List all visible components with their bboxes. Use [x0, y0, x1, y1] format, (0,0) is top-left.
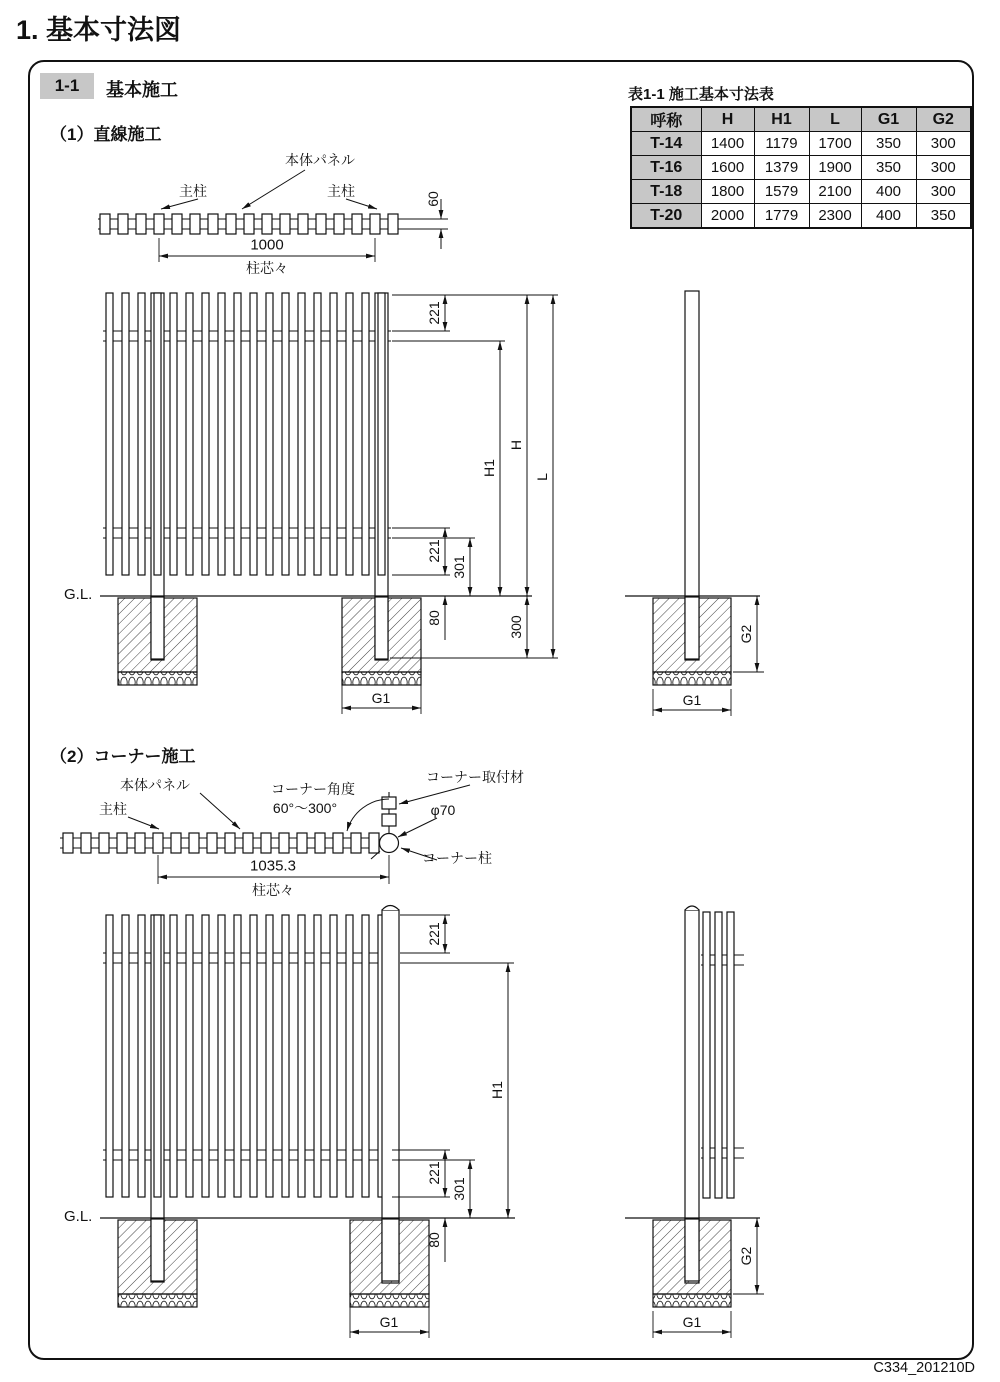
dim-221-top-1: 221 [426, 301, 442, 325]
label-corner-angle: コーナー角度 [271, 781, 355, 797]
section-title: 基本施工 [106, 80, 178, 100]
table-header-cell: L [809, 107, 861, 132]
label-panel-straight: 本体パネル [285, 152, 355, 168]
table-header-cell: G2 [916, 107, 971, 132]
label-post-left: 主柱 [179, 183, 207, 199]
dim-1000: 1000 [250, 236, 284, 254]
table-value-cell: 2000 [701, 204, 754, 229]
section-tag: 1-1 [40, 73, 94, 99]
table-value-cell: 350 [916, 204, 971, 229]
table-value-cell: 300 [916, 180, 971, 204]
table-value-cell: 1800 [701, 180, 754, 204]
table-value-cell: 1400 [701, 132, 754, 156]
dim-221-bottom-1: 221 [426, 539, 442, 563]
drawing-code: C334_201210D [873, 1360, 975, 1376]
dim-60: 60 [425, 191, 441, 207]
subsection-corner: （2）コーナー施工 [50, 747, 196, 766]
table-model-cell: T-14 [631, 132, 701, 156]
dim-G2-side-1: G2 [738, 624, 754, 644]
label-corner-post: コーナー柱 [422, 850, 492, 866]
label-corner-angle-range: 60°～300° [272, 800, 338, 816]
table-value-cell: 1379 [754, 156, 809, 180]
label-post-corner-plan: 主柱 [99, 801, 127, 817]
table-value-cell: 350 [861, 156, 916, 180]
dim-301-2: 301 [451, 1177, 467, 1201]
dim-301-1: 301 [451, 555, 467, 579]
label-gl-2: G.L. [64, 1208, 93, 1225]
table-value-cell: 400 [861, 204, 916, 229]
table-header-cell: 呼称 [631, 107, 701, 132]
label-post-right: 主柱 [327, 183, 355, 199]
table-value-cell: 1179 [754, 132, 809, 156]
dim-H1-2: H1 [489, 1081, 505, 1099]
dim-300: 300 [508, 615, 524, 639]
table-model-cell: T-18 [631, 180, 701, 204]
table-header-cell: G1 [861, 107, 916, 132]
dim-1035: 1035.3 [250, 857, 296, 875]
subsection-straight: （1）直線施工 [50, 125, 162, 144]
dim-G1-side-2: G1 [682, 1314, 702, 1330]
label-post-centers-2: 柱芯々 [252, 882, 294, 898]
table-value-cell: 1700 [809, 132, 861, 156]
table-model-cell: T-20 [631, 204, 701, 229]
table-value-cell: 400 [861, 180, 916, 204]
dim-80-2: 80 [426, 1232, 442, 1248]
dim-221-top-2: 221 [426, 922, 442, 946]
dim-L: L [534, 473, 550, 481]
label-corner-attachment: コーナー取付材 [426, 769, 524, 785]
table-value-cell: 1779 [754, 204, 809, 229]
table-value-cell: 300 [916, 156, 971, 180]
table-value-cell: 350 [861, 132, 916, 156]
table-value-cell: 2300 [809, 204, 861, 229]
label-gl-1: G.L. [64, 586, 93, 603]
dim-G1-side-1: G1 [682, 692, 702, 708]
dim-G2-side-2: G2 [738, 1246, 754, 1266]
dim-G1-main-1: G1 [371, 690, 391, 706]
table-value-cell: 1600 [701, 156, 754, 180]
label-panel-corner: 本体パネル [120, 777, 190, 793]
dim-H: H [508, 439, 524, 451]
table-value-cell: 2100 [809, 180, 861, 204]
table-value-cell: 1900 [809, 156, 861, 180]
table-header-cell: H [701, 107, 754, 132]
table-value-cell: 1579 [754, 180, 809, 204]
dim-G1-main-2: G1 [379, 1314, 399, 1330]
dim-H1-1: H1 [481, 459, 497, 477]
table-title: 表1-1 施工基本寸法表 [628, 86, 774, 103]
page-title: 1. 基本寸法図 [16, 15, 182, 45]
table-header-cell: H1 [754, 107, 809, 132]
label-post-centers-1: 柱芯々 [246, 260, 288, 276]
dim-221-bottom-2: 221 [426, 1161, 442, 1185]
table-value-cell: 300 [916, 132, 971, 156]
dim-80-1: 80 [426, 610, 442, 626]
table-model-cell: T-16 [631, 156, 701, 180]
dim-phi70: φ70 [430, 802, 456, 818]
